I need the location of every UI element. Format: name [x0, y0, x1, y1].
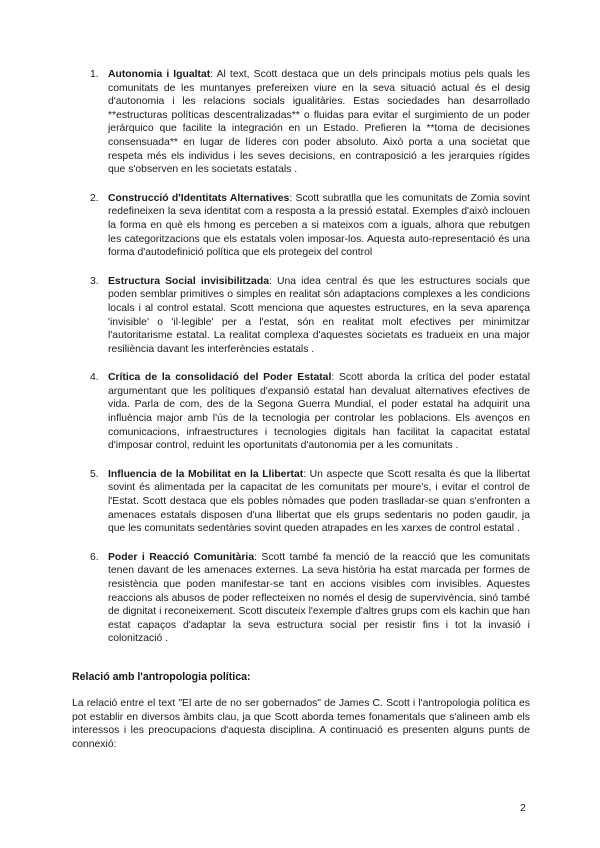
numbered-list [84, 68, 530, 661]
list-item [84, 68, 530, 177]
list-item-number: 2. [90, 192, 99, 204]
list-item-text: : Una idea central és que les estructures socials que poden semblar primitives o simples en realitat són adaptacions complexes a les condicions locals i al control estatal. Scott menciona que aquestes estructures, en la seva aparença 'invisible' o 'il·legible' per a l'estat, són en realitat molt efectives per minimitzar l'autoritarisme estatal. La realitat complexa d'aquestes societats es tradueix en una major resiliència davant les interferències estatals . [108, 275, 530, 355]
list-item-title: Estructura Social invisibilitzada [108, 275, 269, 287]
list-item [84, 468, 530, 536]
list-item-title: Autonomia i Igualtat [108, 69, 211, 80]
list-item-text: : Scott també fa menció de la reacció que les comunitats tenen davant de les amenaces externes. La seva història ha estat marcada per formes de resistència que poden manifestar-se tant en accions visibles com invisibles. Aquestes reaccions als abusos de poder reflecteixen no només el desig de supervivència, sinó també de dignitat i reconeixement. Scott discuteix l'exemple d'altres grups com els kachin que han estat capaços d'adaptar la seva estructura social per resistir fins i tot la invasió i colonització . [108, 551, 530, 645]
list-item [84, 192, 530, 260]
list-item-text: : Scott subratlla que les comunitats de Zomia sovint redefineixen la seva identitat com a resposta a la pressió estatal. Exemples d'això inclouen la forma en què els hmong es perceben a si mateixos com a iguals, alhora que rebutgen les categoritzacions que els estatals volen imposar-los. Aquesta auto-representació és una forma d'autodefinició política que els protegeix del control [108, 192, 530, 259]
list-item-text: : Al text, Scott destaca que un dels principals motius pels quals les comunitats de les muntanyes prefereixen viure en la seva situació actual és el desig d'autonomia i les relacions socials igualitàries. Estas sociedades han desarrollado **estructuras políticas descentralizadas** o fluidas para evitar el surgimiento de un poder jerárquico que facilite la integración en un Estado. Prefieren la **toma de decisiones consensuada** en lugar de líderes con poder absoluto. Això porta a una societat que respeta més els individus i les seves decisions, en contraposició a les jerarquies rígides que s'observen en les societats estatals . [108, 69, 530, 176]
page-number: 2 [520, 802, 526, 814]
list-item-title: Crítica de la consolidació del Poder Estatal [108, 372, 332, 384]
list-item-number: 4. [90, 372, 99, 384]
section-heading: Relació amb l'antropologia política: [72, 671, 251, 683]
list-item-number: 5. [90, 468, 99, 480]
list-item-number: 1. [90, 69, 99, 80]
list-item [84, 371, 530, 453]
list-item-title: Poder i Reacció Comunitària [108, 551, 255, 563]
intro-paragraph: La relació entre el text "El arte de no ser gobernados" de James C. Scott i l'antropologia política es pot establir en diversos àmbits clau, ja que Scott aborda temes fonamentals que s'alineen amb els interessos i les preocupacions d'aquesta disciplina. A continuació es presenten alguns punts de connexió: [72, 698, 530, 750]
list-item-text: : Scott aborda la crítica del poder estatal argumentant que les polítiques d'expansió estatal han devaluat alternatives efectives de vida. Parla de com, des de la Segona Guerra Mundial, el poder estatal ha adquirit una influència major amb l'ús de la tecnologia per controlar les poblacions. Els avenços en comunicacions, infraestructures i tecnologies digitals han facilitat la capacitat estatal d'imposar control, reduint les oportunitats d'autonomia per a les comunitats . [108, 372, 531, 452]
list-item-title: Influencia de la Mobilitat en la Llibertat [108, 468, 304, 480]
list-item [84, 275, 530, 357]
list-item-number: 3. [90, 275, 99, 287]
list-item-text: : Un aspecte que Scott resalta és que la llibertat sovint és alimentada per la capacitat de les comunitats per moure's, i evitar el control de l'Estat. Scott destaca que els pobles nòmades que poden traslladar-se quan s'enfronten a amenaces estatals disposen d'una llibertat que els grups sedentaris no poden gaudir, ja que les comunitats sedentàries sovint queden atrapades en les xarxes de control estatal . [108, 468, 530, 535]
list-item [84, 551, 530, 646]
list-item-number: 6. [90, 551, 99, 563]
list-item-title: Construcció d'Identitats Alternatives [108, 192, 290, 204]
